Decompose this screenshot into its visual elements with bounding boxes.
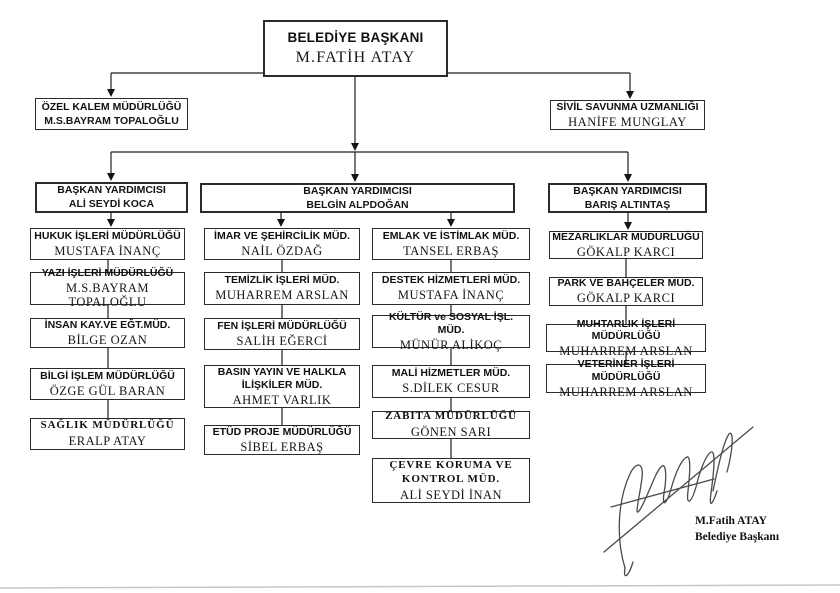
org-box-insan-kaynaklari <box>30 318 185 348</box>
signature-block <box>695 514 835 545</box>
box-title: TEMİZLİK İŞLERİ MÜD. <box>224 274 340 287</box>
box-name: MUHARREM ARSLAN <box>215 288 349 303</box>
org-box-zabita <box>372 411 530 439</box>
box-name: HANİFE MUNGLAY <box>568 114 687 129</box>
org-box-temizlik-isleri <box>204 272 360 305</box>
org-box-etud-proje <box>204 425 360 455</box>
box-name: M.FATİH ATAY <box>295 48 416 66</box>
signature-name: M.Fatih ATAY <box>695 515 767 527</box>
box-name: GÖKALP KARCI <box>576 291 676 306</box>
org-box-deputy-baris-altintas <box>548 183 707 213</box>
box-title: BELEDİYE BAŞKANI <box>287 30 424 46</box>
box-name: BELGİN ALPDOĞAN <box>306 198 409 211</box>
box-name: ALİ SEYDİ KOCA <box>68 198 155 210</box>
box-name: MUSTAFA İNANÇ <box>54 243 161 258</box>
org-box-destek-hizmetleri <box>372 272 530 305</box>
org-box-emlak-istimlak <box>372 228 530 260</box>
org-box-veteriner-isleri <box>546 358 706 399</box>
box-title: BAŞKAN YARDIMCISI <box>573 184 682 197</box>
box-name: TANSEL ERBAŞ <box>403 243 499 258</box>
box-name: BİLGE OZAN <box>67 332 148 347</box>
org-box-mezarliklar <box>549 231 703 259</box>
box-title: BAŞKAN YARDIMCISI <box>303 184 412 197</box>
box-title: İMAR VE ŞEHİRCİLİK MÜD. <box>214 229 350 242</box>
box-name: S.DİLEK CESUR <box>402 381 500 396</box>
box-title: BASIN YAYIN VE HALKLA İLİŞKİLER MÜD. <box>217 366 347 391</box>
box-title: DESTEK HİZMETLERİ MÜD. <box>381 274 521 287</box>
box-name: BARIŞ ALTINTAŞ <box>584 198 671 211</box>
org-box-basin-yayin <box>204 365 360 408</box>
box-title: PARK VE BAHÇELER MÜD. <box>557 277 695 290</box>
box-title: HUKUK İŞLERİ MÜDÜRLÜĞÜ <box>34 229 181 242</box>
org-box-fen-isleri <box>204 318 360 350</box>
box-title: ETÜD PROJE MÜDÜRLÜĞÜ <box>212 425 352 438</box>
box-title: MUHTARLIK İŞLERİ MÜDÜRLÜĞÜ <box>576 317 676 343</box>
box-name: MUHARREM ARSLAN <box>559 384 693 399</box>
box-title: VETERİNER İŞLERİ MÜDÜRLÜĞÜ <box>577 358 675 383</box>
box-name: GÖNEN SARI <box>410 425 492 440</box>
box-title: SAĞLIK MÜDÜRLÜĞÜ <box>40 419 175 432</box>
org-box-kultur-sosyal <box>372 311 530 352</box>
signature-role: Belediye Başkanı <box>695 530 780 543</box>
box-name: ERALP ATAY <box>68 434 147 449</box>
signature-scribble <box>604 427 753 576</box>
box-name: ALİ SEYDİ İNAN <box>399 487 503 502</box>
box-title: ÇEVRE KORUMA VE KONTROL MÜD. <box>389 459 513 485</box>
org-box-deputy-ali-seydi-koca <box>35 182 188 213</box>
org-box-ozel-kalem <box>35 98 188 130</box>
box-name: SİBEL ERBAŞ <box>240 439 324 454</box>
org-box-imar-sehircilik <box>204 228 360 260</box>
box-name: AHMET VARLIK <box>232 392 332 407</box>
box-name: MÜNÜR ALİKOÇ <box>399 337 503 352</box>
org-box-belediye-baskani <box>263 20 448 77</box>
org-box-deputy-belgin-alpdogan <box>200 183 515 213</box>
box-name: MUHARREM ARSLAN <box>559 344 693 359</box>
org-box-sivil-savunma <box>550 100 705 130</box>
box-title: SİVİL SAVUNMA UZMANLIĞI <box>556 100 699 113</box>
org-box-park-bahceler <box>549 277 703 306</box>
box-title: MEZARLIKLAR MÜDÜRLÜĞÜ <box>552 230 700 243</box>
box-name: M.S.BAYRAM TOPALOĞLU <box>65 281 150 310</box>
box-title: ÖZEL KALEM MÜDÜRLÜĞÜ <box>41 100 182 113</box>
org-box-hukuk-isleri <box>30 228 185 260</box>
box-title: BAŞKAN YARDIMCISI <box>57 184 166 197</box>
box-title: KÜLTÜR ve SOSYAL İŞL. MÜD. <box>388 311 514 336</box>
box-name: MUSTAFA İNANÇ <box>397 288 505 303</box>
org-box-yazi-isleri <box>30 267 185 310</box>
org-box-mali-hizmetler <box>372 365 530 398</box>
box-name: GÖKALP KARCI <box>576 244 676 259</box>
box-title: İNSAN KAY.VE EĞT.MÜD. <box>44 318 171 331</box>
box-name: ÖZGE GÜL BARAN <box>49 383 166 398</box>
box-title: EMLAK VE İSTİMLAK MÜD. <box>382 229 520 242</box>
box-title: BİLGİ İŞLEM MÜDÜRLÜĞÜ <box>40 369 175 382</box>
box-title: YAZI İŞLERİ MÜDÜRLÜĞÜ <box>41 267 174 280</box>
box-name: SALİH EĞERCİ <box>236 333 328 348</box>
box-title: MALİ HİZMETLER MÜD. <box>391 367 511 380</box>
box-name: NAİL ÖZDAĞ <box>241 243 323 258</box>
org-box-saglik <box>30 418 185 450</box>
box-title: ZABITA MÜDÜRLÜĞÜ <box>385 410 517 423</box>
box-title: FEN İŞLERİ MÜDÜRLÜĞÜ <box>217 319 347 332</box>
org-box-cevre-koruma <box>372 458 530 503</box>
box-name: M.S.BAYRAM TOPALOĞLU <box>44 114 179 127</box>
org-box-bilgi-islem <box>30 368 185 400</box>
org-box-muhtarlik-isleri <box>546 317 706 359</box>
